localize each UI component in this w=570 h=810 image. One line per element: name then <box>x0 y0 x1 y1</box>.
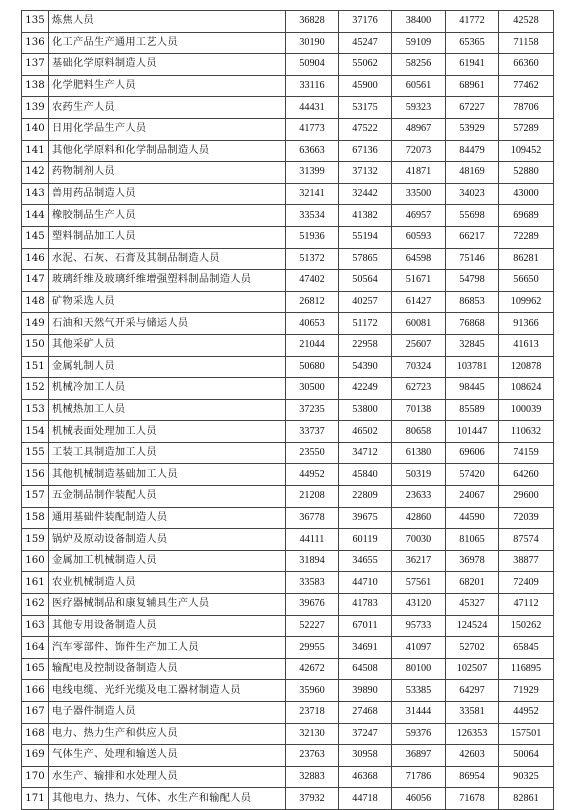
value-cell-1: 50904 <box>286 54 339 76</box>
table-row <box>22 486 554 508</box>
table-row <box>22 658 554 680</box>
value-cell-1: 42672 <box>286 658 339 680</box>
table-row <box>22 140 554 162</box>
value-cell-2: 64508 <box>339 658 392 680</box>
value-cell-3: 23633 <box>392 486 446 508</box>
value-cell-5: 50064 <box>499 745 554 767</box>
table-row <box>22 594 554 616</box>
row-number: 137 <box>22 54 49 76</box>
value-cell-2: 32442 <box>339 183 392 205</box>
value-cell-1: 30500 <box>286 378 339 400</box>
occupation-name: 农药生产人员 <box>49 97 286 119</box>
value-cell-3: 70030 <box>392 529 446 551</box>
table-row <box>22 183 554 205</box>
value-cell-4: 124524 <box>446 615 499 637</box>
value-cell-3: 70138 <box>392 399 446 421</box>
value-cell-3: 25607 <box>392 334 446 356</box>
row-number: 144 <box>22 205 49 227</box>
value-cell-1: 40653 <box>286 313 339 335</box>
row-number: 155 <box>22 442 49 464</box>
occupation-name: 其他采矿人员 <box>49 334 286 356</box>
value-cell-3: 60081 <box>392 313 446 335</box>
value-cell-5: 29600 <box>499 486 554 508</box>
value-cell-4: 32845 <box>446 334 499 356</box>
value-cell-5: 82861 <box>499 788 554 810</box>
row-number: 151 <box>22 356 49 378</box>
value-cell-2: 45900 <box>339 75 392 97</box>
value-cell-3: 60561 <box>392 75 446 97</box>
occupation-name: 医疗器械制品和康复辅具生产人员 <box>49 594 286 616</box>
value-cell-1: 33116 <box>286 75 339 97</box>
value-cell-1: 30190 <box>286 32 339 54</box>
value-cell-1: 37932 <box>286 788 339 810</box>
value-cell-3: 70324 <box>392 356 446 378</box>
table-row <box>22 680 554 702</box>
salary-table <box>21 10 554 810</box>
value-cell-5: 47112 <box>499 594 554 616</box>
occupation-name: 塑料制品加工人员 <box>49 226 286 248</box>
value-cell-5: 44952 <box>499 702 554 724</box>
value-cell-1: 63663 <box>286 140 339 162</box>
occupation-name: 电力、热力生产和供应人员 <box>49 723 286 745</box>
value-cell-2: 22958 <box>339 334 392 356</box>
occupation-name: 石油和天然气开采与储运人员 <box>49 313 286 335</box>
occupation-name: 汽车零部件、饰件生产加工人员 <box>49 637 286 659</box>
occupation-name: 五金制品制作装配人员 <box>49 486 286 508</box>
row-number: 145 <box>22 226 49 248</box>
value-cell-2: 46368 <box>339 766 392 788</box>
value-cell-3: 62723 <box>392 378 446 400</box>
value-cell-3: 59376 <box>392 723 446 745</box>
row-number: 135 <box>22 11 49 33</box>
value-cell-2: 44710 <box>339 572 392 594</box>
table-row <box>22 313 554 335</box>
value-cell-1: 41773 <box>286 118 339 140</box>
table-row <box>22 421 554 443</box>
table-row <box>22 378 554 400</box>
value-cell-1: 50680 <box>286 356 339 378</box>
value-cell-3: 72073 <box>392 140 446 162</box>
value-cell-4: 86853 <box>446 291 499 313</box>
value-cell-2: 41783 <box>339 594 392 616</box>
occupation-name: 橡胶制品生产人员 <box>49 205 286 227</box>
value-cell-4: 34023 <box>446 183 499 205</box>
value-cell-2: 47522 <box>339 118 392 140</box>
row-number: 136 <box>22 32 49 54</box>
value-cell-5: 100039 <box>499 399 554 421</box>
value-cell-1: 33583 <box>286 572 339 594</box>
value-cell-4: 98445 <box>446 378 499 400</box>
table-row <box>22 118 554 140</box>
table-row <box>22 788 554 810</box>
value-cell-1: 23763 <box>286 745 339 767</box>
value-cell-1: 21044 <box>286 334 339 356</box>
row-number: 138 <box>22 75 49 97</box>
occupation-name: 基础化学原料制造人员 <box>49 54 286 76</box>
value-cell-2: 53800 <box>339 399 392 421</box>
value-cell-3: 58256 <box>392 54 446 76</box>
table-row <box>22 226 554 248</box>
value-cell-5: 65845 <box>499 637 554 659</box>
value-cell-4: 55698 <box>446 205 499 227</box>
value-cell-5: 91366 <box>499 313 554 335</box>
value-cell-1: 31399 <box>286 162 339 184</box>
value-cell-1: 37235 <box>286 399 339 421</box>
value-cell-4: 68201 <box>446 572 499 594</box>
table-row <box>22 399 554 421</box>
value-cell-5: 110632 <box>499 421 554 443</box>
value-cell-4: 126353 <box>446 723 499 745</box>
row-number: 149 <box>22 313 49 335</box>
value-cell-2: 27468 <box>339 702 392 724</box>
row-number: 169 <box>22 745 49 767</box>
table-row <box>22 334 554 356</box>
value-cell-4: 75146 <box>446 248 499 270</box>
value-cell-1: 33534 <box>286 205 339 227</box>
value-cell-4: 44590 <box>446 507 499 529</box>
value-cell-5: 52880 <box>499 162 554 184</box>
value-cell-2: 37132 <box>339 162 392 184</box>
value-cell-5: 71158 <box>499 32 554 54</box>
occupation-name: 金属轧制人员 <box>49 356 286 378</box>
value-cell-5: 71929 <box>499 680 554 702</box>
row-number: 159 <box>22 529 49 551</box>
row-number: 152 <box>22 378 49 400</box>
value-cell-3: 43120 <box>392 594 446 616</box>
table-row <box>22 637 554 659</box>
value-cell-4: 71678 <box>446 788 499 810</box>
value-cell-1: 32130 <box>286 723 339 745</box>
row-number: 161 <box>22 572 49 594</box>
row-number: 153 <box>22 399 49 421</box>
value-cell-5: 64260 <box>499 464 554 486</box>
table-body <box>22 11 554 810</box>
occupation-name: 药物制剂人员 <box>49 162 286 184</box>
value-cell-3: 36897 <box>392 745 446 767</box>
value-cell-5: 157501 <box>499 723 554 745</box>
value-cell-4: 81065 <box>446 529 499 551</box>
value-cell-4: 53929 <box>446 118 499 140</box>
value-cell-5: 43000 <box>499 183 554 205</box>
row-number: 166 <box>22 680 49 702</box>
value-cell-4: 68961 <box>446 75 499 97</box>
value-cell-2: 42249 <box>339 378 392 400</box>
value-cell-1: 23718 <box>286 702 339 724</box>
value-cell-2: 30958 <box>339 745 392 767</box>
row-number: 156 <box>22 464 49 486</box>
value-cell-3: 41871 <box>392 162 446 184</box>
value-cell-3: 61380 <box>392 442 446 464</box>
value-cell-5: 72289 <box>499 226 554 248</box>
value-cell-3: 61427 <box>392 291 446 313</box>
value-cell-1: 44952 <box>286 464 339 486</box>
occupation-name: 电线电缆、光纤光缆及电工器材制造人员 <box>49 680 286 702</box>
value-cell-4: 69606 <box>446 442 499 464</box>
table-row <box>22 464 554 486</box>
value-cell-3: 36217 <box>392 550 446 572</box>
value-cell-5: 120878 <box>499 356 554 378</box>
value-cell-4: 61941 <box>446 54 499 76</box>
occupation-name: 兽用药品制造人员 <box>49 183 286 205</box>
value-cell-3: 42860 <box>392 507 446 529</box>
occupation-name: 机械表面处理加工人员 <box>49 421 286 443</box>
value-cell-4: 57420 <box>446 464 499 486</box>
value-cell-5: 56650 <box>499 270 554 292</box>
value-cell-5: 87574 <box>499 529 554 551</box>
occupation-name: 其他机械制造基础加工人员 <box>49 464 286 486</box>
value-cell-2: 34712 <box>339 442 392 464</box>
value-cell-3: 46957 <box>392 205 446 227</box>
value-cell-1: 21208 <box>286 486 339 508</box>
value-cell-2: 54390 <box>339 356 392 378</box>
row-number: 160 <box>22 550 49 572</box>
value-cell-5: 72039 <box>499 507 554 529</box>
value-cell-1: 32141 <box>286 183 339 205</box>
value-cell-5: 150262 <box>499 615 554 637</box>
value-cell-2: 57865 <box>339 248 392 270</box>
value-cell-4: 64297 <box>446 680 499 702</box>
value-cell-2: 39675 <box>339 507 392 529</box>
table-row <box>22 766 554 788</box>
row-number: 139 <box>22 97 49 119</box>
occupation-name: 金属加工机械制造人员 <box>49 550 286 572</box>
value-cell-1: 26812 <box>286 291 339 313</box>
value-cell-5: 38877 <box>499 550 554 572</box>
table-row <box>22 745 554 767</box>
value-cell-4: 76868 <box>446 313 499 335</box>
value-cell-2: 22809 <box>339 486 392 508</box>
table-row <box>22 507 554 529</box>
table-row <box>22 702 554 724</box>
value-cell-3: 41097 <box>392 637 446 659</box>
value-cell-1: 23550 <box>286 442 339 464</box>
value-cell-3: 38400 <box>392 11 446 33</box>
value-cell-4: 66217 <box>446 226 499 248</box>
value-cell-1: 44111 <box>286 529 339 551</box>
value-cell-5: 77462 <box>499 75 554 97</box>
value-cell-3: 31444 <box>392 702 446 724</box>
table-row <box>22 270 554 292</box>
value-cell-5: 74159 <box>499 442 554 464</box>
value-cell-5: 66360 <box>499 54 554 76</box>
occupation-name: 输配电及控制设备制造人员 <box>49 658 286 680</box>
row-number: 158 <box>22 507 49 529</box>
row-number: 148 <box>22 291 49 313</box>
value-cell-1: 52227 <box>286 615 339 637</box>
occupation-name: 化学肥料生产人员 <box>49 75 286 97</box>
table-row <box>22 723 554 745</box>
value-cell-2: 39890 <box>339 680 392 702</box>
table-row <box>22 356 554 378</box>
value-cell-5: 41613 <box>499 334 554 356</box>
value-cell-4: 84479 <box>446 140 499 162</box>
value-cell-2: 55062 <box>339 54 392 76</box>
value-cell-2: 67011 <box>339 615 392 637</box>
value-cell-2: 45247 <box>339 32 392 54</box>
value-cell-4: 42603 <box>446 745 499 767</box>
value-cell-2: 67136 <box>339 140 392 162</box>
occupation-name: 化工产品生产通用工艺人员 <box>49 32 286 54</box>
value-cell-3: 50319 <box>392 464 446 486</box>
value-cell-3: 80100 <box>392 658 446 680</box>
value-cell-3: 51671 <box>392 270 446 292</box>
value-cell-3: 71786 <box>392 766 446 788</box>
occupation-name: 水泥、石灰、石膏及其制品制造人员 <box>49 248 286 270</box>
value-cell-2: 50564 <box>339 270 392 292</box>
row-number: 167 <box>22 702 49 724</box>
row-number: 142 <box>22 162 49 184</box>
value-cell-2: 46502 <box>339 421 392 443</box>
occupation-name: 水生产、输排和水处理人员 <box>49 766 286 788</box>
value-cell-1: 44431 <box>286 97 339 119</box>
value-cell-4: 86954 <box>446 766 499 788</box>
table-row <box>22 32 554 54</box>
value-cell-2: 34655 <box>339 550 392 572</box>
occupation-name: 玻璃纤维及玻璃纤维增强塑料制品制造人员 <box>49 270 286 292</box>
row-number: 140 <box>22 118 49 140</box>
table-row <box>22 615 554 637</box>
table-row <box>22 205 554 227</box>
row-number: 147 <box>22 270 49 292</box>
value-cell-5: 109962 <box>499 291 554 313</box>
row-number: 164 <box>22 637 49 659</box>
value-cell-4: 48169 <box>446 162 499 184</box>
occupation-name: 炼焦人员 <box>49 11 286 33</box>
value-cell-4: 102507 <box>446 658 499 680</box>
value-cell-1: 29955 <box>286 637 339 659</box>
row-number: 170 <box>22 766 49 788</box>
value-cell-3: 59323 <box>392 97 446 119</box>
value-cell-2: 34691 <box>339 637 392 659</box>
table-row <box>22 97 554 119</box>
value-cell-4: 24067 <box>446 486 499 508</box>
occupation-name: 电子器件制造人员 <box>49 702 286 724</box>
value-cell-1: 51936 <box>286 226 339 248</box>
occupation-name: 机械冷加工人员 <box>49 378 286 400</box>
value-cell-2: 37247 <box>339 723 392 745</box>
occupation-name: 工装工具制造加工人员 <box>49 442 286 464</box>
table-row <box>22 529 554 551</box>
value-cell-2: 40257 <box>339 291 392 313</box>
value-cell-1: 39676 <box>286 594 339 616</box>
value-cell-2: 60119 <box>339 529 392 551</box>
value-cell-2: 41382 <box>339 205 392 227</box>
value-cell-5: 72409 <box>499 572 554 594</box>
row-number: 150 <box>22 334 49 356</box>
value-cell-3: 95733 <box>392 615 446 637</box>
value-cell-4: 101447 <box>446 421 499 443</box>
row-number: 157 <box>22 486 49 508</box>
value-cell-1: 31894 <box>286 550 339 572</box>
value-cell-3: 46056 <box>392 788 446 810</box>
table-row <box>22 248 554 270</box>
table-row <box>22 291 554 313</box>
value-cell-4: 36978 <box>446 550 499 572</box>
value-cell-4: 65365 <box>446 32 499 54</box>
value-cell-4: 33581 <box>446 702 499 724</box>
row-number: 154 <box>22 421 49 443</box>
value-cell-3: 33500 <box>392 183 446 205</box>
value-cell-1: 51372 <box>286 248 339 270</box>
table-row <box>22 11 554 33</box>
value-cell-2: 37176 <box>339 11 392 33</box>
row-number: 168 <box>22 723 49 745</box>
value-cell-3: 80658 <box>392 421 446 443</box>
value-cell-1: 32883 <box>286 766 339 788</box>
row-number: 171 <box>22 788 49 810</box>
value-cell-5: 78706 <box>499 97 554 119</box>
row-number: 165 <box>22 658 49 680</box>
occupation-name: 农业机械制造人员 <box>49 572 286 594</box>
value-cell-5: 42528 <box>499 11 554 33</box>
value-cell-5: 108624 <box>499 378 554 400</box>
value-cell-1: 36778 <box>286 507 339 529</box>
table-row <box>22 442 554 464</box>
occupation-name: 锅炉及原动设备制造人员 <box>49 529 286 551</box>
value-cell-1: 35960 <box>286 680 339 702</box>
value-cell-5: 90325 <box>499 766 554 788</box>
occupation-name: 其他化学原料和化学制品制造人员 <box>49 140 286 162</box>
table-row <box>22 162 554 184</box>
value-cell-4: 52702 <box>446 637 499 659</box>
occupation-name: 机械热加工人员 <box>49 399 286 421</box>
table-row <box>22 54 554 76</box>
value-cell-1: 47402 <box>286 270 339 292</box>
value-cell-4: 103781 <box>446 356 499 378</box>
value-cell-4: 67227 <box>446 97 499 119</box>
row-number: 143 <box>22 183 49 205</box>
value-cell-4: 85589 <box>446 399 499 421</box>
occupation-name: 日用化学品生产人员 <box>49 118 286 140</box>
value-cell-1: 33737 <box>286 421 339 443</box>
value-cell-5: 116895 <box>499 658 554 680</box>
value-cell-4: 54798 <box>446 270 499 292</box>
value-cell-4: 41772 <box>446 11 499 33</box>
value-cell-5: 69689 <box>499 205 554 227</box>
row-number: 146 <box>22 248 49 270</box>
occupation-name: 通用基础件装配制造人员 <box>49 507 286 529</box>
value-cell-2: 55194 <box>339 226 392 248</box>
table-row <box>22 75 554 97</box>
value-cell-3: 60593 <box>392 226 446 248</box>
value-cell-5: 86281 <box>499 248 554 270</box>
value-cell-4: 45327 <box>446 594 499 616</box>
value-cell-1: 36828 <box>286 11 339 33</box>
occupation-name: 其他专用设备制造人员 <box>49 615 286 637</box>
value-cell-2: 44718 <box>339 788 392 810</box>
value-cell-3: 57561 <box>392 572 446 594</box>
value-cell-2: 51172 <box>339 313 392 335</box>
occupation-name: 其他电力、热力、气体、水生产和输配人员 <box>49 788 286 810</box>
table-row <box>22 550 554 572</box>
value-cell-5: 109452 <box>499 140 554 162</box>
value-cell-3: 59109 <box>392 32 446 54</box>
value-cell-3: 53385 <box>392 680 446 702</box>
table-row <box>22 572 554 594</box>
row-number: 163 <box>22 615 49 637</box>
row-number: 162 <box>22 594 49 616</box>
occupation-name: 矿物采选人员 <box>49 291 286 313</box>
value-cell-3: 48967 <box>392 118 446 140</box>
row-number: 141 <box>22 140 49 162</box>
value-cell-2: 53175 <box>339 97 392 119</box>
value-cell-5: 57289 <box>499 118 554 140</box>
occupation-name: 气体生产、处理和输送人员 <box>49 745 286 767</box>
value-cell-2: 45840 <box>339 464 392 486</box>
value-cell-3: 64598 <box>392 248 446 270</box>
